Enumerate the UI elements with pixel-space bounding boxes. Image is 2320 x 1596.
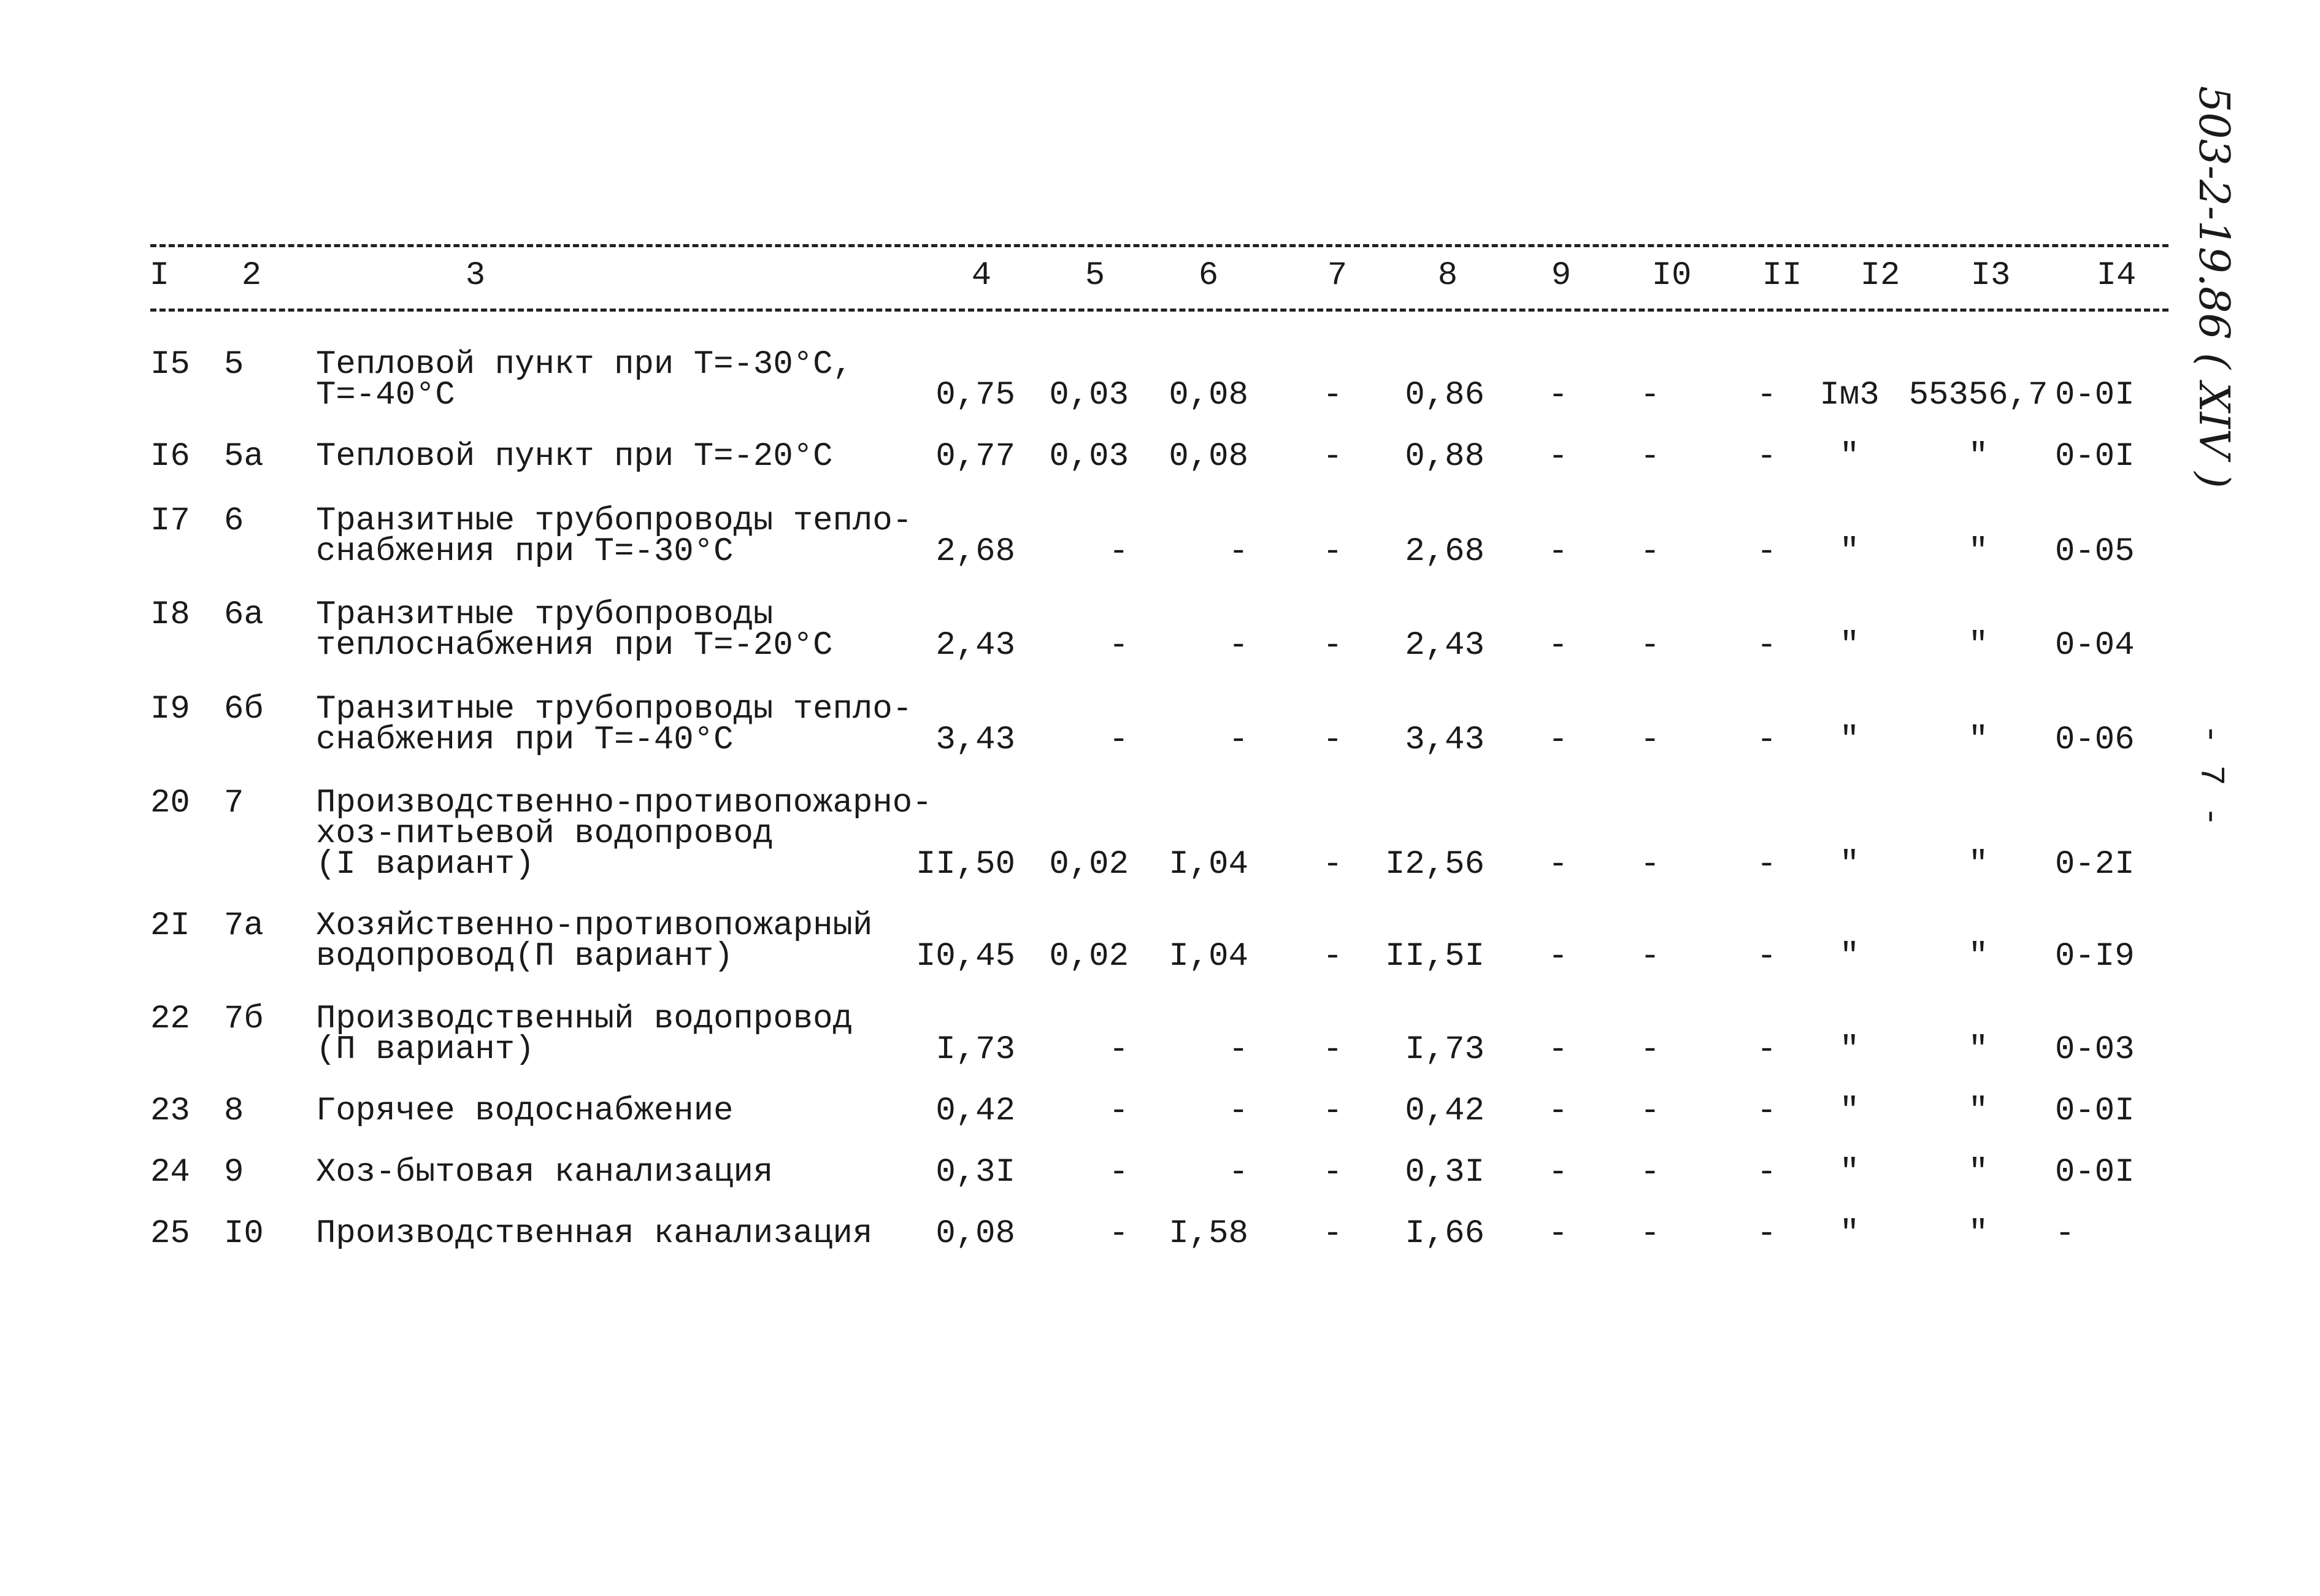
col-6-value: - xyxy=(1228,1031,1248,1068)
page-number: - 7 - xyxy=(2191,724,2230,827)
col-14-value: 0-0I xyxy=(2055,438,2135,475)
col-10-value: - xyxy=(1640,438,1661,475)
col-13-value: 55356,7 xyxy=(1908,377,2048,414)
col-11-value: - xyxy=(1756,377,1777,414)
item-description: Производственный водопровод (П вариант) xyxy=(316,1000,853,1068)
row-number: 24 xyxy=(150,1154,190,1191)
col-12-value: Iм3 xyxy=(1819,377,1880,414)
col-9-value: - xyxy=(1548,533,1569,570)
col-5-value: 0,02 xyxy=(1049,938,1129,975)
col-13-value: " xyxy=(1968,438,1989,475)
col-5-value: - xyxy=(1108,533,1129,570)
item-number: 6а xyxy=(224,596,264,634)
col-6-value: I,58 xyxy=(1169,1215,1248,1253)
column-header-2: 2 xyxy=(241,257,262,294)
col-8-value: I2,56 xyxy=(1385,846,1485,883)
row-number: I7 xyxy=(150,502,190,540)
col-9-value: - xyxy=(1548,627,1569,664)
col-14-value: 0-05 xyxy=(2055,533,2135,570)
row-number: I5 xyxy=(150,346,190,383)
col-14-value: 0-04 xyxy=(2055,627,2135,664)
col-9-value: - xyxy=(1548,377,1569,414)
col-6-value: - xyxy=(1228,1154,1248,1191)
col-5-value: - xyxy=(1108,1031,1129,1068)
col-8-value: 0,42 xyxy=(1405,1092,1485,1130)
col-12-value: " xyxy=(1839,1031,1860,1068)
col-4-value: 2,43 xyxy=(935,627,1015,664)
col-8-value: 0,88 xyxy=(1405,438,1485,475)
column-header-7: 7 xyxy=(1327,257,1348,294)
item-number: 5а xyxy=(224,438,264,475)
col-9-value: - xyxy=(1548,1031,1569,1068)
item-description: Хозяйственно-противопожарный водопровод(П вариант) xyxy=(316,907,873,975)
col-8-value: 3,43 xyxy=(1405,721,1485,759)
column-header-4: 4 xyxy=(971,257,992,294)
col-10-value: - xyxy=(1640,627,1661,664)
col-10-value: - xyxy=(1640,846,1661,883)
col-7-value: - xyxy=(1323,438,1343,475)
col-10-value: - xyxy=(1640,1092,1661,1130)
col-9-value: - xyxy=(1548,938,1569,975)
column-header-1: I xyxy=(149,257,170,294)
col-7-value: - xyxy=(1323,721,1343,759)
col-6-value: - xyxy=(1228,1092,1248,1130)
col-12-value: " xyxy=(1839,438,1860,475)
col-14-value: 0-2I xyxy=(2055,846,2135,883)
col-8-value: 0,86 xyxy=(1405,377,1485,414)
col-10-value: - xyxy=(1640,533,1661,570)
col-13-value: " xyxy=(1968,533,1989,570)
table-top-rule xyxy=(150,244,2168,247)
col-9-value: - xyxy=(1548,721,1569,759)
col-11-value: - xyxy=(1756,1092,1777,1130)
item-number: 9 xyxy=(224,1154,244,1191)
col-10-value: - xyxy=(1640,721,1661,759)
col-9-value: - xyxy=(1548,1092,1569,1130)
col-12-value: " xyxy=(1839,721,1860,759)
column-header-6: 6 xyxy=(1198,257,1219,294)
col-9-value: - xyxy=(1548,846,1569,883)
col-7-value: - xyxy=(1323,1092,1343,1130)
col-5-value: - xyxy=(1108,721,1129,759)
col-13-value: " xyxy=(1968,1031,1989,1068)
col-14-value: 0-0I xyxy=(2055,1092,2135,1130)
item-number: 7а xyxy=(224,907,264,945)
column-header-3: 3 xyxy=(465,257,486,294)
col-4-value: 0,77 xyxy=(935,438,1015,475)
col-7-value: - xyxy=(1323,627,1343,664)
col-8-value: I,73 xyxy=(1405,1031,1485,1068)
col-11-value: - xyxy=(1756,533,1777,570)
item-number: 6б xyxy=(224,691,264,728)
item-description: Транзитные трубопроводы тепло- снабжения при Т=-30°С xyxy=(316,502,913,570)
col-6-value: 0,08 xyxy=(1169,438,1248,475)
col-12-value: " xyxy=(1839,1092,1860,1130)
col-9-value: - xyxy=(1548,438,1569,475)
col-5-value: - xyxy=(1108,1215,1129,1253)
col-12-value: " xyxy=(1839,1154,1860,1191)
item-description: Транзитные трубопроводы тепло- снабжения при Т=-40°С xyxy=(316,691,913,759)
col-5-value: - xyxy=(1108,1092,1129,1130)
col-11-value: - xyxy=(1756,438,1777,475)
col-7-value: - xyxy=(1323,938,1343,975)
col-4-value: 0,08 xyxy=(935,1215,1015,1253)
col-12-value: " xyxy=(1839,627,1860,664)
col-6-value: I,04 xyxy=(1169,938,1248,975)
col-14-value: 0-0I xyxy=(2055,1154,2135,1191)
col-7-value: - xyxy=(1323,846,1343,883)
col-14-value: - xyxy=(2055,1215,2075,1253)
col-11-value: - xyxy=(1756,721,1777,759)
col-9-value: - xyxy=(1548,1215,1569,1253)
col-7-value: - xyxy=(1323,1031,1343,1068)
item-description: Тепловой пункт при Т=-20°С xyxy=(316,438,833,475)
row-number: 20 xyxy=(150,785,190,822)
column-header-11: II xyxy=(1762,257,1802,294)
item-number: I0 xyxy=(224,1215,264,1253)
item-number: 5 xyxy=(224,346,244,383)
col-4-value: 0,3I xyxy=(935,1154,1015,1191)
row-number: 25 xyxy=(150,1215,190,1253)
row-number: I9 xyxy=(150,691,190,728)
column-header-8: 8 xyxy=(1437,257,1458,294)
column-header-9: 9 xyxy=(1551,257,1572,294)
document-code: 503-2-19.86 ( XIV ) xyxy=(2189,86,2238,488)
col-5-value: 0,03 xyxy=(1049,377,1129,414)
col-6-value: 0,08 xyxy=(1169,377,1248,414)
col-13-value: " xyxy=(1968,627,1989,664)
item-number: 6 xyxy=(224,502,244,540)
col-4-value: 0,75 xyxy=(935,377,1015,414)
col-10-value: - xyxy=(1640,377,1661,414)
col-7-value: - xyxy=(1323,1154,1343,1191)
col-4-value: I,73 xyxy=(935,1031,1015,1068)
col-13-value: " xyxy=(1968,1215,1989,1253)
col-7-value: - xyxy=(1323,533,1343,570)
col-12-value: " xyxy=(1839,533,1860,570)
col-14-value: 0-0I xyxy=(2055,377,2135,414)
col-4-value: II,50 xyxy=(915,846,1015,883)
col-10-value: - xyxy=(1640,1031,1661,1068)
column-header-14: I4 xyxy=(2096,257,2137,294)
col-8-value: 2,68 xyxy=(1405,533,1485,570)
col-12-value: " xyxy=(1839,846,1860,883)
col-10-value: - xyxy=(1640,1215,1661,1253)
item-description: Производственно-противопожарно- хоз-питьевой водопровод (I вариант) xyxy=(316,785,932,883)
col-13-value: " xyxy=(1968,938,1989,975)
column-header-13: I3 xyxy=(1970,257,2011,294)
col-5-value: - xyxy=(1108,1154,1129,1191)
item-number: 8 xyxy=(224,1092,244,1130)
col-4-value: 0,42 xyxy=(935,1092,1015,1130)
col-5-value: 0,02 xyxy=(1049,846,1129,883)
col-6-value: I,04 xyxy=(1169,846,1248,883)
col-13-value: " xyxy=(1968,1092,1989,1130)
col-8-value: II,5I xyxy=(1385,938,1485,975)
item-description: Горячее водоснабжение xyxy=(316,1092,734,1130)
col-11-value: - xyxy=(1756,1154,1777,1191)
row-number: 2I xyxy=(150,907,190,945)
col-7-value: - xyxy=(1323,1215,1343,1253)
col-4-value: 2,68 xyxy=(935,533,1015,570)
col-13-value: " xyxy=(1968,846,1989,883)
col-8-value: 0,3I xyxy=(1405,1154,1485,1191)
col-14-value: 0-03 xyxy=(2055,1031,2135,1068)
col-14-value: 0-06 xyxy=(2055,721,2135,759)
col-6-value: - xyxy=(1228,533,1248,570)
col-12-value: " xyxy=(1839,938,1860,975)
col-11-value: - xyxy=(1756,1031,1777,1068)
col-11-value: - xyxy=(1756,1215,1777,1253)
item-description: Хоз-бытовая канализация xyxy=(316,1154,774,1191)
col-5-value: 0,03 xyxy=(1049,438,1129,475)
item-number: 7б xyxy=(224,1000,264,1038)
col-12-value: " xyxy=(1839,1215,1860,1253)
item-description: Транзитные трубопроводы теплоснабжения при Т=-20°С xyxy=(316,596,833,664)
col-4-value: 3,43 xyxy=(935,721,1015,759)
col-4-value: I0,45 xyxy=(915,938,1015,975)
column-header-12: I2 xyxy=(1860,257,1900,294)
col-11-value: - xyxy=(1756,846,1777,883)
item-number: 7 xyxy=(224,785,244,822)
col-10-value: - xyxy=(1640,938,1661,975)
row-number: I8 xyxy=(150,596,190,634)
col-11-value: - xyxy=(1756,627,1777,664)
item-description: Тепловой пункт при Т=-30°С, Т=-40°С xyxy=(316,346,853,414)
col-13-value: " xyxy=(1968,721,1989,759)
col-10-value: - xyxy=(1640,1154,1661,1191)
col-6-value: - xyxy=(1228,627,1248,664)
col-8-value: I,66 xyxy=(1405,1215,1485,1253)
col-9-value: - xyxy=(1548,1154,1569,1191)
col-14-value: 0-I9 xyxy=(2055,938,2135,975)
col-8-value: 2,43 xyxy=(1405,627,1485,664)
col-11-value: - xyxy=(1756,938,1777,975)
table-header-rule xyxy=(150,309,2168,312)
item-description: Производственная канализация xyxy=(316,1215,873,1253)
col-6-value: - xyxy=(1228,721,1248,759)
column-header-10: I0 xyxy=(1651,257,1692,294)
row-number: I6 xyxy=(150,438,190,475)
col-7-value: - xyxy=(1323,377,1343,414)
column-header-5: 5 xyxy=(1085,257,1105,294)
col-13-value: " xyxy=(1968,1154,1989,1191)
row-number: 23 xyxy=(150,1092,190,1130)
col-5-value: - xyxy=(1108,627,1129,664)
row-number: 22 xyxy=(150,1000,190,1038)
